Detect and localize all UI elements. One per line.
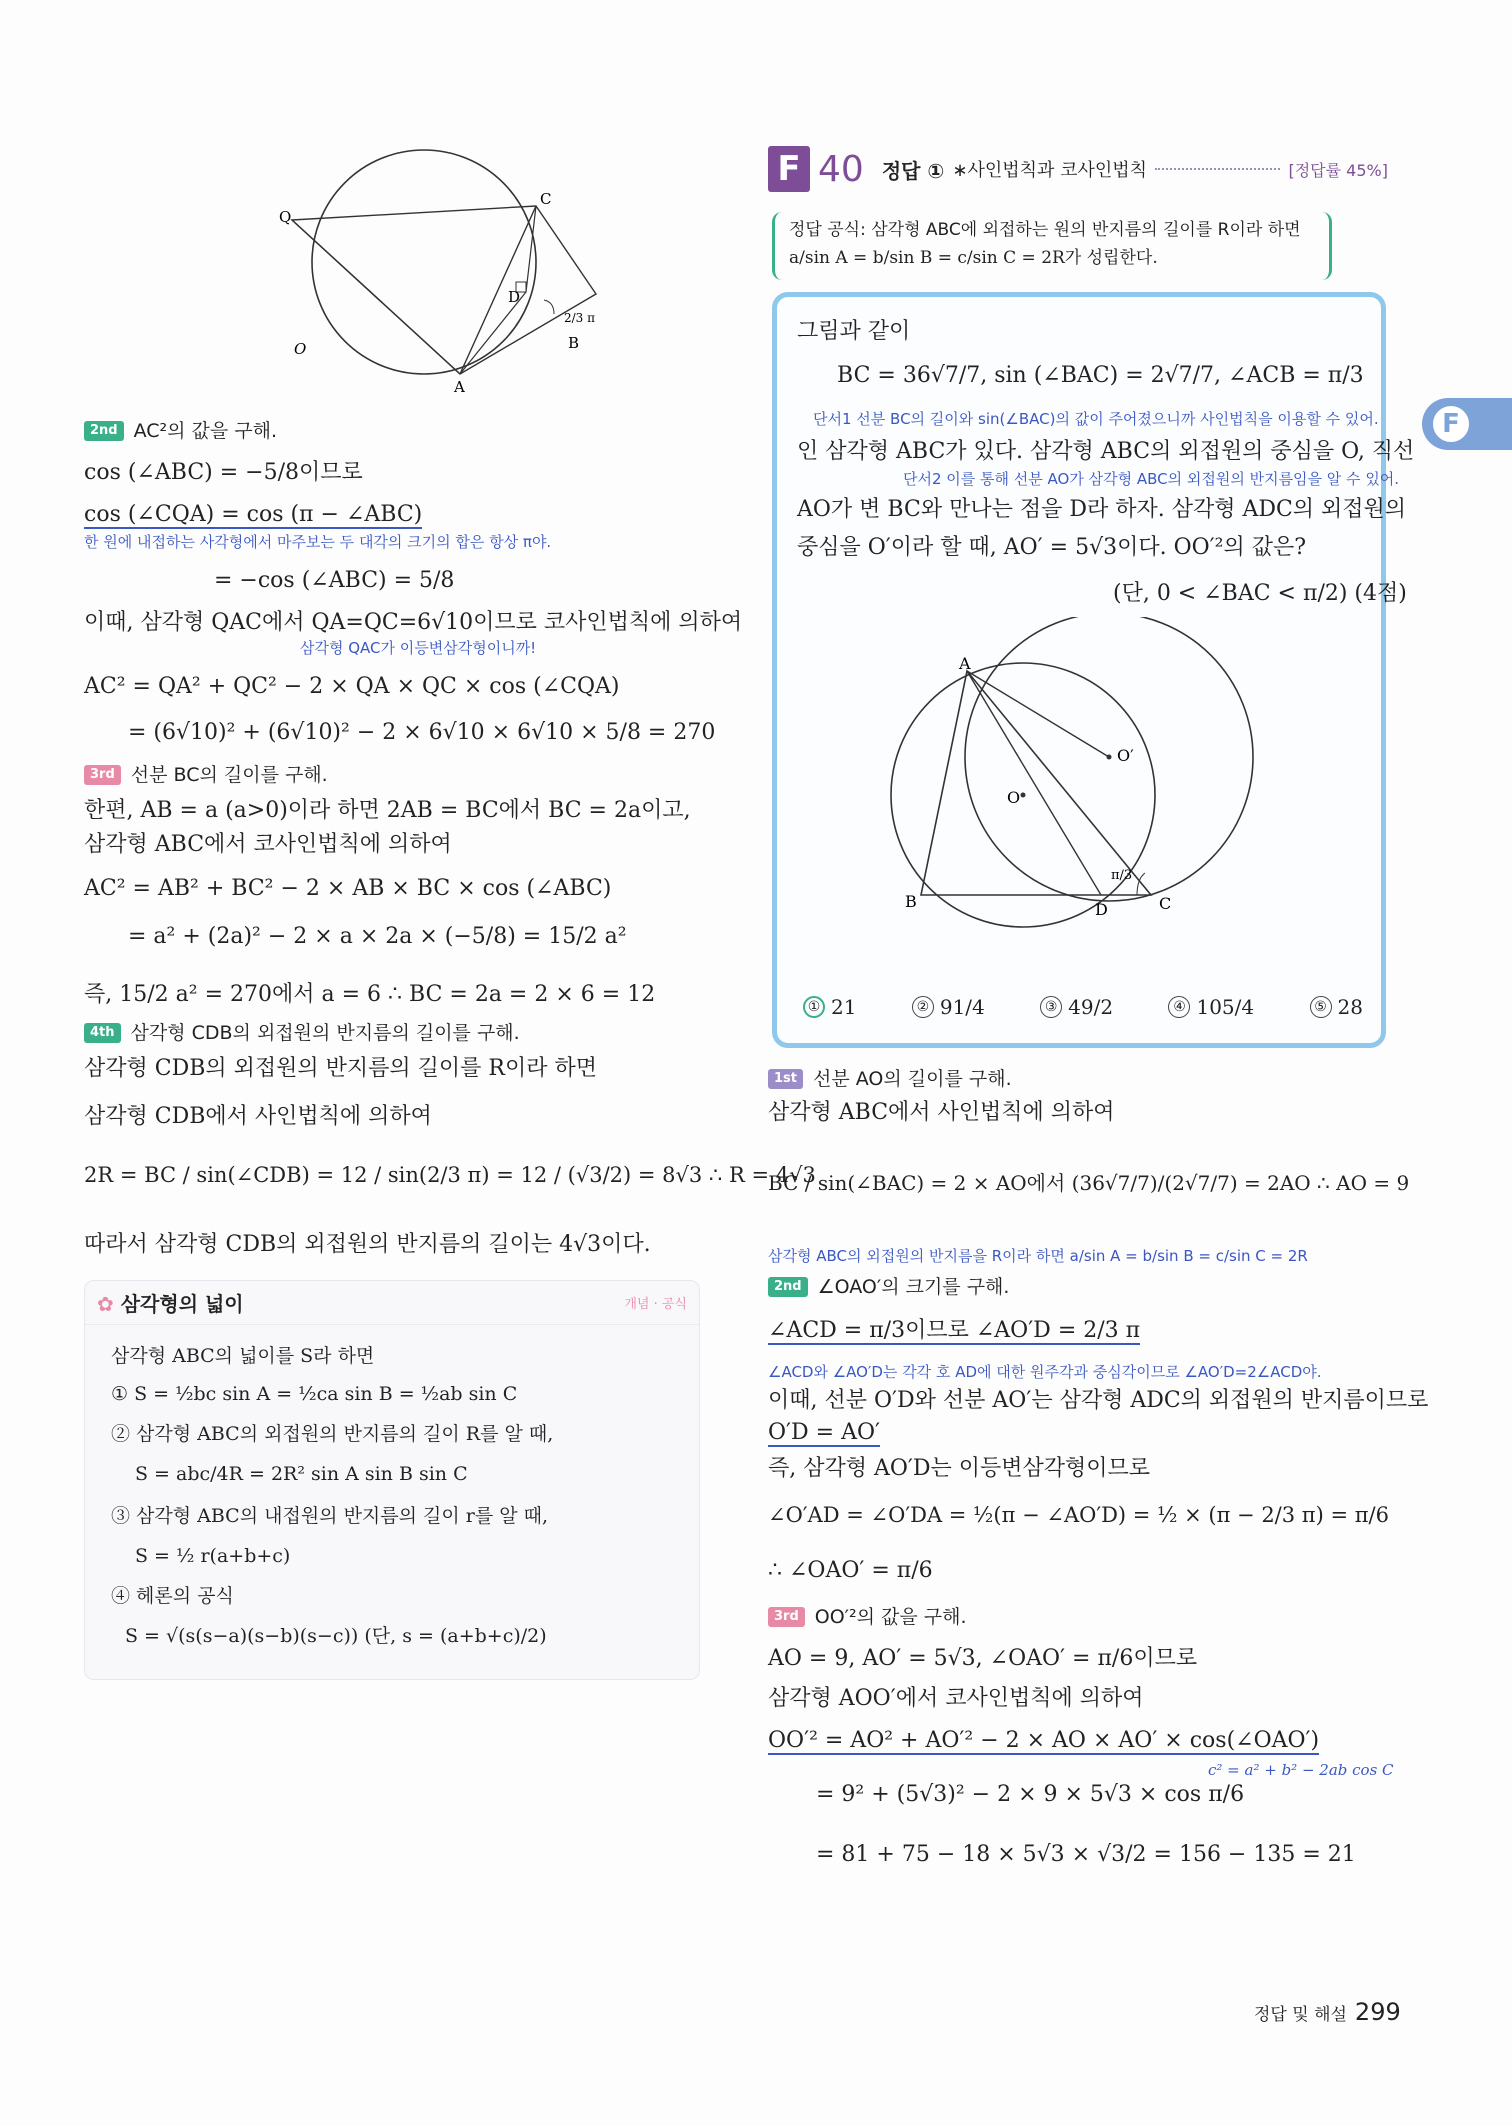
problem-line-6: (단, 0 < ∠BAC < π/2) (4점) — [1113, 581, 1407, 606]
step-3rd-title: 선분 BC의 길이를 구해. — [130, 764, 328, 786]
box-item-4: ④ 헤론의 공식 — [111, 1585, 234, 1607]
step-3rd-right-title: OO′²의 값을 구해. — [814, 1606, 967, 1628]
badge-3rd-right: 3rd — [768, 1607, 805, 1627]
left-line-15: 따라서 삼각형 CDB의 외접원의 반지름의 길이는 4√3이다. — [84, 1232, 651, 1257]
left-line-4: 이때, 삼각형 QAC에서 QA=QC=6√10이므로 코사인법칙에 의하여 — [84, 610, 743, 635]
chapter-badge: F — [768, 146, 810, 192]
concept-box-title: ✿ 삼각형의 넓이 — [97, 1292, 244, 1316]
left-line-8: 삼각형 ABC에서 코사인법칙에 의하여 — [84, 832, 452, 857]
formula-line-1: 정답 공식: 삼각형 ABC에 외접하는 원의 반지름의 길이를 R이라 하면 — [789, 220, 1301, 240]
left-line-6: = (6√10)² + (6√10)² − 2 × 6√10 × 6√10 × 5/8 = 270 — [128, 720, 716, 745]
problem-line-2: BC = 36√7/7, sin (∠BAC) = 2√7/7, ∠ACB = π/3 — [837, 363, 1364, 388]
leader-dots — [1155, 168, 1280, 170]
topic-label: ∗사인법칙과 코사인법칙 — [952, 160, 1148, 181]
step-4th — [84, 1020, 520, 1046]
label-angle: 2/3 π — [564, 311, 596, 325]
formula-line-2: a/sin A = b/sin B = c/sin C = 2R가 성립한다. — [789, 248, 1158, 268]
right-line-7: ∠O′AD = ∠O′DA = ½(π − ∠AO′D) = ½ × (π − 2/3 π) = π/6 — [768, 1503, 1389, 1527]
problem-line-1: 그림과 같이 — [797, 319, 911, 344]
step-3rd — [84, 762, 328, 788]
right-line-3: ∠ACD = π/3이므로 ∠AO′D = 2/3 π — [768, 1318, 1141, 1343]
box-item-3-formula: S = ½ r(a+b+c) — [135, 1545, 291, 1567]
correct-rate: [정답률 45%] — [1288, 160, 1388, 180]
left-line-2: cos (∠CQA) = cos (π − ∠ABC) — [84, 502, 423, 527]
flower-icon: ✿ — [97, 1292, 114, 1316]
fig-label-C: C — [1159, 894, 1172, 913]
badge-1st: 1st — [768, 1069, 803, 1089]
fig-label-B: B — [905, 892, 917, 911]
right-note-2: ∠ACD와 ∠AO′D는 각각 호 AD에 대한 원주각과 중심각이므로 ∠AO′D=2∠ACD야. — [768, 1363, 1322, 1381]
chapter-side-tab — [1422, 398, 1512, 450]
triangle-circles-figure — [887, 617, 1287, 937]
left-note-2: 삼각형 QAC가 이등변삼각형이니까! — [300, 639, 537, 657]
step-4th-title: 삼각형 CDB의 외접원의 반지름의 길이를 구해. — [130, 1022, 520, 1044]
right-note-3: c² = a² + b² − 2ab cos C — [1208, 1761, 1394, 1779]
choice-2[interactable]: ② 91/4 — [912, 995, 985, 1019]
problem-line-4: AO가 변 BC와 만나는 점을 D라 하자. 삼각형 ADC의 외접원의 — [797, 497, 1407, 522]
left-note-1: 한 원에 내접하는 사각형에서 마주보는 두 대각의 크기의 합은 항상 π야. — [84, 533, 552, 551]
right-line-6: 즉, 삼각형 AO′D는 이등변삼각형이므로 — [768, 1456, 1151, 1481]
label-B: B — [568, 334, 580, 352]
choice-3[interactable]: ③ 49/2 — [1040, 995, 1113, 1019]
clue-2: 단서2 이를 통해 선분 AO가 삼각형 ABC의 외접원의 반지름임을 알 수 있어. — [903, 470, 1400, 488]
right-line-2: BC / sin(∠BAC) = 2 × AO에서 (36√7/7)/(2√7/7) = 2AO ∴ AO = 9 — [768, 1171, 1410, 1195]
right-line-9: AO = 9, AO′ = 5√3, ∠OAO′ = π/6이므로 — [768, 1646, 1198, 1671]
step-3rd-right — [768, 1604, 967, 1630]
label-O: O — [294, 340, 307, 358]
choice-4[interactable]: ④ 105/4 — [1168, 995, 1254, 1019]
badge-3rd: 3rd — [84, 765, 121, 785]
fig-label-O: O — [1007, 788, 1021, 807]
concept-box-tag: 개념 · 공식 — [624, 1297, 687, 1312]
concept-box-header — [85, 1281, 699, 1325]
fig-label-angle: π/3 — [1111, 868, 1133, 883]
left-line-3: = −cos (∠ABC) = 5/8 — [214, 568, 455, 593]
box-item-2: ② 삼각형 ABC의 외접원의 반지름의 길이 R를 알 때, — [111, 1423, 554, 1445]
fig-label-O-prime: O′ — [1117, 746, 1134, 765]
left-line-12: 삼각형 CDB의 외접원의 반지름의 길이를 R이라 하면 — [84, 1056, 597, 1081]
problem-number: 40 — [818, 148, 864, 190]
left-line-9: AC² = AB² + BC² − 2 × AB × BC × cos (∠ABC) — [84, 876, 612, 901]
problem-header — [768, 146, 1388, 192]
left-line-14: 2R = BC / sin(∠CDB) = 12 / sin(2/3 π) = 12 / (√3/2) = 8√3 ∴ R = 4√3 — [84, 1163, 816, 1187]
step-2nd — [84, 418, 277, 444]
answer-formula-box — [772, 212, 1332, 280]
right-line-1: 삼각형 ABC에서 사인법칙에 의하여 — [768, 1100, 1115, 1125]
fig-label-A: A — [959, 654, 971, 673]
step-2nd-right — [768, 1274, 1009, 1300]
circle-figure-left — [254, 142, 614, 402]
right-line-10: 삼각형 AOO′에서 코사인법칙에 의하여 — [768, 1686, 1144, 1711]
label-Q: Q — [279, 208, 292, 226]
chapter-letter: F — [1430, 403, 1472, 445]
badge-2nd: 2nd — [84, 421, 124, 441]
answer-label: 정답 ① — [881, 158, 945, 183]
label-A: A — [454, 378, 465, 396]
box-item-1: ① S = ½bc sin A = ½ca sin B = ½ab sin C — [111, 1383, 518, 1405]
badge-2nd-right: 2nd — [768, 1277, 808, 1297]
left-line-5: AC² = QA² + QC² − 2 × QA × QC × cos (∠CQA) — [84, 674, 620, 699]
problem-box — [772, 292, 1415, 1048]
right-line-5: O′D = AO′ — [768, 1420, 881, 1445]
box-item-3: ③ 삼각형 ABC의 내접원의 반지름의 길이 r를 알 때, — [111, 1505, 549, 1527]
right-line-12: = 9² + (5√3)² − 2 × 9 × 5√3 × cos π/6 — [816, 1782, 1245, 1807]
right-line-13: = 81 + 75 − 18 × 5√3 × √3/2 = 156 − 135 = 21 — [816, 1842, 1356, 1867]
box-intro: 삼각형 ABC의 넓이를 S라 하면 — [111, 1345, 375, 1367]
problem-line-3: 인 삼각형 ABC가 있다. 삼각형 ABC의 외접원의 중심을 O, 직선 — [797, 439, 1415, 464]
left-line-7: 한편, AB = a (a>0)이라 하면 2AB = BC에서 BC = 2a이고, — [84, 798, 691, 823]
right-note-1: 삼각형 ABC의 외접원의 반지름을 R이라 하면 a/sin A = b/sin B = c/sin C = 2R — [768, 1247, 1308, 1265]
left-line-11: 즉, 15/2 a² = 270에서 a = 6 ∴ BC = 2a = 2 × 6 = 12 — [84, 982, 656, 1007]
step-2nd-title: AC²의 값을 구해. — [133, 420, 278, 442]
box-item-2-formula: S = abc/4R = 2R² sin A sin B sin C — [135, 1463, 468, 1485]
right-line-4: 이때, 선분 O′D와 선분 AO′는 삼각형 ADC의 외접원의 반지름이므로 — [768, 1388, 1429, 1413]
step-1st — [768, 1066, 1012, 1092]
label-D: D — [508, 288, 521, 306]
clue-1: 단서1 선분 BC의 길이와 sin(∠BAC)의 값이 주어졌으니까 사인법칙을 이용할 수 있어. — [813, 410, 1379, 428]
page-number: 299 — [1354, 1998, 1401, 2026]
page-footer — [1254, 1998, 1401, 2026]
problem-line-5: 중심을 O′이라 할 때, AO′ = 5√3이다. OO′²의 값은? — [797, 535, 1307, 560]
concept-box-triangle-area — [84, 1280, 700, 1680]
label-C: C — [540, 190, 552, 208]
box-item-4-formula: S = √(s(s−a)(s−b)(s−c)) (단, s = (a+b+c)/2) — [125, 1625, 547, 1647]
fig-label-D: D — [1095, 900, 1108, 919]
left-line-1: cos (∠ABC) = −5/8이므로 — [84, 460, 363, 485]
footer-label: 정답 및 해설 — [1254, 2005, 1347, 2025]
right-line-8: ∴ ∠OAO′ = π/6 — [768, 1558, 933, 1583]
step-1st-title: 선분 AO의 길이를 구해. — [813, 1068, 1012, 1090]
badge-4th: 4th — [84, 1023, 121, 1043]
step-2nd-right-title: ∠OAO′의 크기를 구해. — [817, 1276, 1010, 1298]
left-line-10: = a² + (2a)² − 2 × a × 2a × (−5/8) = 15/2 a² — [128, 924, 627, 949]
choice-5[interactable]: ⑤ 28 — [1310, 995, 1363, 1019]
answer-choices — [803, 995, 1363, 1019]
choice-1[interactable]: ① 21 — [803, 995, 856, 1019]
right-line-11: OO′² = AO² + AO′² − 2 × AO × AO′ × cos(∠OAO′) — [768, 1728, 1320, 1753]
left-line-13: 삼각형 CDB에서 사인법칙에 의하여 — [84, 1104, 432, 1129]
